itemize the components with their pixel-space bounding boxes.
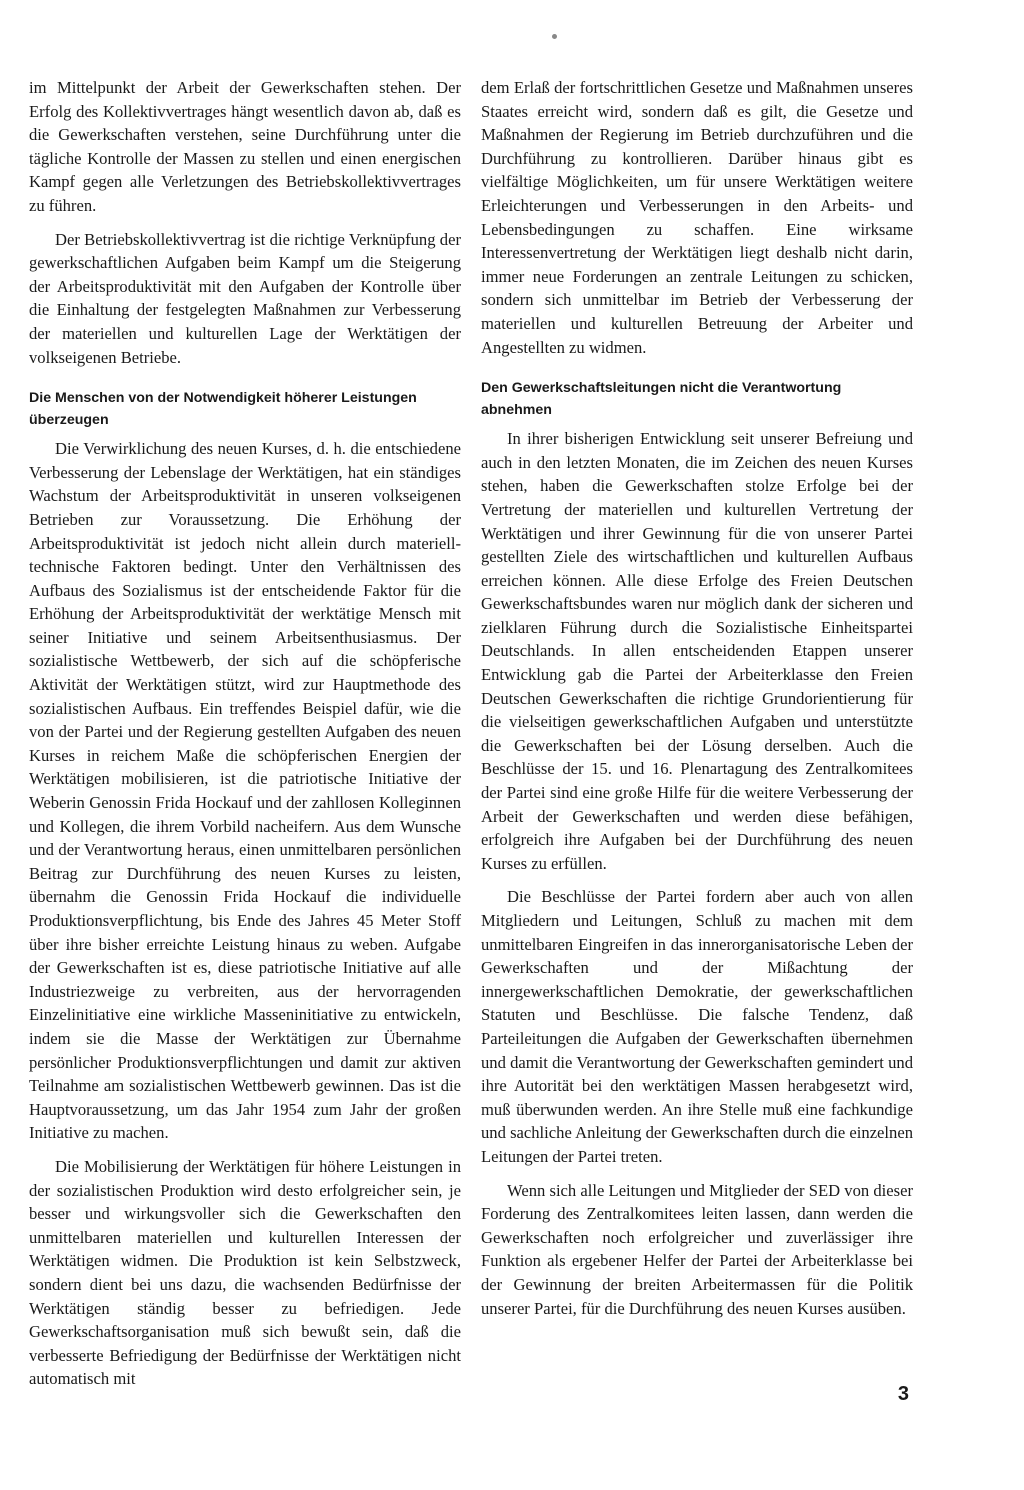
paragraph: Die Beschlüsse der Partei fordern aber auch von allen Mitgliedern und Leitungen, Schluß zu machen mit dem unmittelbaren Eingreifen in das innerorganisatorische Leben der Gewerkschaften und der Mißachtung der innergewerkschaftlichen Demokratie, der gewerkschaftlichen Statuten und Beschlüsse. Die falsche Tendenz, daß Parteileitungen die Aufgaben der Gewerkschaften übernehmen und damit die Verantwortung der Gewerkschaften gemindert und ihre Autorität bei den werktätigen Massen herabgesetzt wird, muß überwunden werden. An ihre Stelle muß eine fachkundige und sachliche Anleitung der Gewerkschaften durch die einzelnen Leitungen der Partei treten. <box>481 887 913 1166</box>
print-speck <box>552 34 557 39</box>
section-heading: Den Gewerkschaftsleitungen nicht die Verantwortung abnehmen <box>481 380 842 419</box>
paragraph: Der Betriebskollektivvertrag ist die richtige Verknüpfung der gewerkschaftlichen Aufgaben beim Kampf um die Steigerung der Arbeitsproduktivität mit den Aufgaben der Kontrolle über die Einhaltung der festgelegten Maßnahmen zur Verbesserung der materiellen und kulturellen Lage der Werktätigen der volkseigenen Betriebe. <box>29 229 461 367</box>
paragraph: Die Verwirklichung des neuen Kurses, d. h. die entschiedene Verbesserung der Lebenslage der Werktätigen, hat ein ständiges Wachstum der Arbeitsproduktivität in unseren volkseigenen Betrieben zur Voraussetzung. Die Erhöhung der Arbeitsproduktivität ist jedoch nicht allein durch materiell-technische Faktoren bedingt. Unter den Verhältnissen des Aufbaus des Sozialismus ist der entscheidende Faktor für die Erhöhung der Arbeitsproduktivität der werktätige Mensch mit seiner Initiative und seinem Arbeitsenthusiasmus. Der sozialistische Wettbewerb, der sich auf die schöpferische Aktivität der Werktätigen stützt, wird zur Hauptmethode des sozialistischen Aufbaus. Ein treffendes Beispiel dafür, wie die von der Partei und der Regierung gestellten Aufgaben des neuen Kurses in reichem Maße die schöpferischen Energien der Werktätigen mobilisieren, ist die patriotische Initiative der Weberin Genossin Frida Hockauf und der zahllosen Kolleginnen und Kollegen, die ihrem Vorbild nacheifern. Aus dem Wunsche und der Verantwortung heraus, einen unmittelbaren persönlichen Beitrag zur Durchführung des neuen Kurses zu leisten, übernahm die Genossin Frida Hockauf die individuelle Produktionsverpflichtung, bis Ende des Jahres 45 Meter Stoff über ihre bisher erreichte Leistung hinaus zu weben. Aufgabe der Gewerkschaften ist es, diese patriotische Initiative auf alle Industriezweige zu verbreiten, aus der hervorragenden Einzelinitiative eine wirkliche Masseninitiative zu entwickeln, indem sie die Masse der Werktätigen zur Übernahme persönlicher Produktionsverpflichtungen und damit zur aktiven Teilnahme am sozialistischen Wettbewerb gewinnen. Das ist die Hauptvoraussetzung, um das Jahr 1954 zum Jahr der großen Initiative zu machen. <box>29 439 461 1143</box>
paragraph: Die Mobilisierung der Werktätigen für höhere Leistungen in der sozialistischen Produktion wird desto erfolgreicher sein, je besser und wirkungsvoller sich die Gewerkschaften den unmittelbaren materiellen und kulturellen Interessen der Werktätigen widmen. Die Produktion ist kein Selbstzweck, sondern dient bei uns dazu, die wachsenden Bedürfnisse der Werktätigen ständig besser zu befriedigen. Jede Gewerkschaftsorganisation muß sich bewußt sein, daß die verbesserte Befriedigung der Bedürfnisse der Werktätigen nicht automatisch mit <box>29 1156 461 1389</box>
page-number: 3 <box>897 1383 909 1405</box>
paragraph: In ihrer bisherigen Entwicklung seit unserer Befreiung und auch in den letzten Monaten, die im Zeichen des neuen Kurses stehen, haben die Gewerkschaften stolze Erfolge bei der Vertretung der materiellen und kulturellen Vertretung der Werktätigen und ihrer Gewinnung für die von unserer Partei gestellten Ziele des wirtschaftlichen und kulturellen Aufbaus erreichen können. Alle diese Erfolge des Freien Deutschen Gewerkschaftsbundes waren nur möglich dank der sicheren und zielklaren Führung durch die Sozialistische Einheitspartei Deutschlands. In allen entscheidenden Etappen unserer Entwicklung gab die Partei der Arbeiterklasse den Freien Deutschen Gewerkschaften die richtige Grundorientierung für die vielseitigen gewerkschaftlichen Aufgaben und unterstützte die Gewerkschaften bei der Lösung derselben. Auch die Beschlüsse der 15. und 16. Plenartagung des Zentralkomitees der Partei sind eine große Hilfe für die weitere Verbesserung der Arbeit der Gewerkschaften und werden diese befähigen, erfolgreich ihre Aufgaben bei der Durchführung des neuen Kurses zu erfüllen. <box>481 429 913 873</box>
section-heading: Die Menschen von der Notwendigkeit höherer Leistungen überzeugen <box>29 390 417 429</box>
paragraph: im Mittelpunkt der Arbeit der Gewerkschaften stehen. Der Erfolg des Kollektivvertrages hängt wesentlich davon ab, daß es die Gewerkschaften verstehen, seine Durchführung unter die tägliche Kontrolle der Massen zu stellen und einen energischen Kampf gegen alle Verletzungen des Betriebskollektivvertrages zu führen. <box>29 78 461 215</box>
paragraph: dem Erlaß der fortschrittlichen Gesetze und Maßnahmen unseres Staates erreicht wird, sondern daß es gilt, die Gesetze und Maßnahmen der Regierung im Betrieb durchzuführen und die Durchführung zu kontrollieren. Darüber hinaus gibt es vielfältige Möglichkeiten, um für unsere Werktätigen weitere Erleichterungen und Verbesserungen in den Arbeits- und Lebensbedingungen zu schaffen. Eine wirksame Interessenvertretung der Werktätigen liegt deshalb nicht darin, immer neue Forderungen an zentrale Leitungen zu schicken, sondern sich unmittelbar im Betrieb der Verbesserung der materiellen und kulturellen Betreuung der Arbeiter und Angestellten zu widmen. <box>481 78 913 357</box>
left-column <box>29 76 461 1391</box>
right-column <box>481 76 913 1320</box>
paragraph: Wenn sich alle Leitungen und Mitglieder der SED von dieser Forderung des Zentralkomitees leiten lassen, dann werden die Gewerkschaften noch erfolgreicher und zuverlässiger ihre Funktion als ergebener Helfer der Partei der Arbeiterklasse bei der Gewinnung der breiten Arbeitermassen für die Politik unserer Partei, für die Durchführung des neuen Kurses ausüben. <box>481 1180 913 1318</box>
